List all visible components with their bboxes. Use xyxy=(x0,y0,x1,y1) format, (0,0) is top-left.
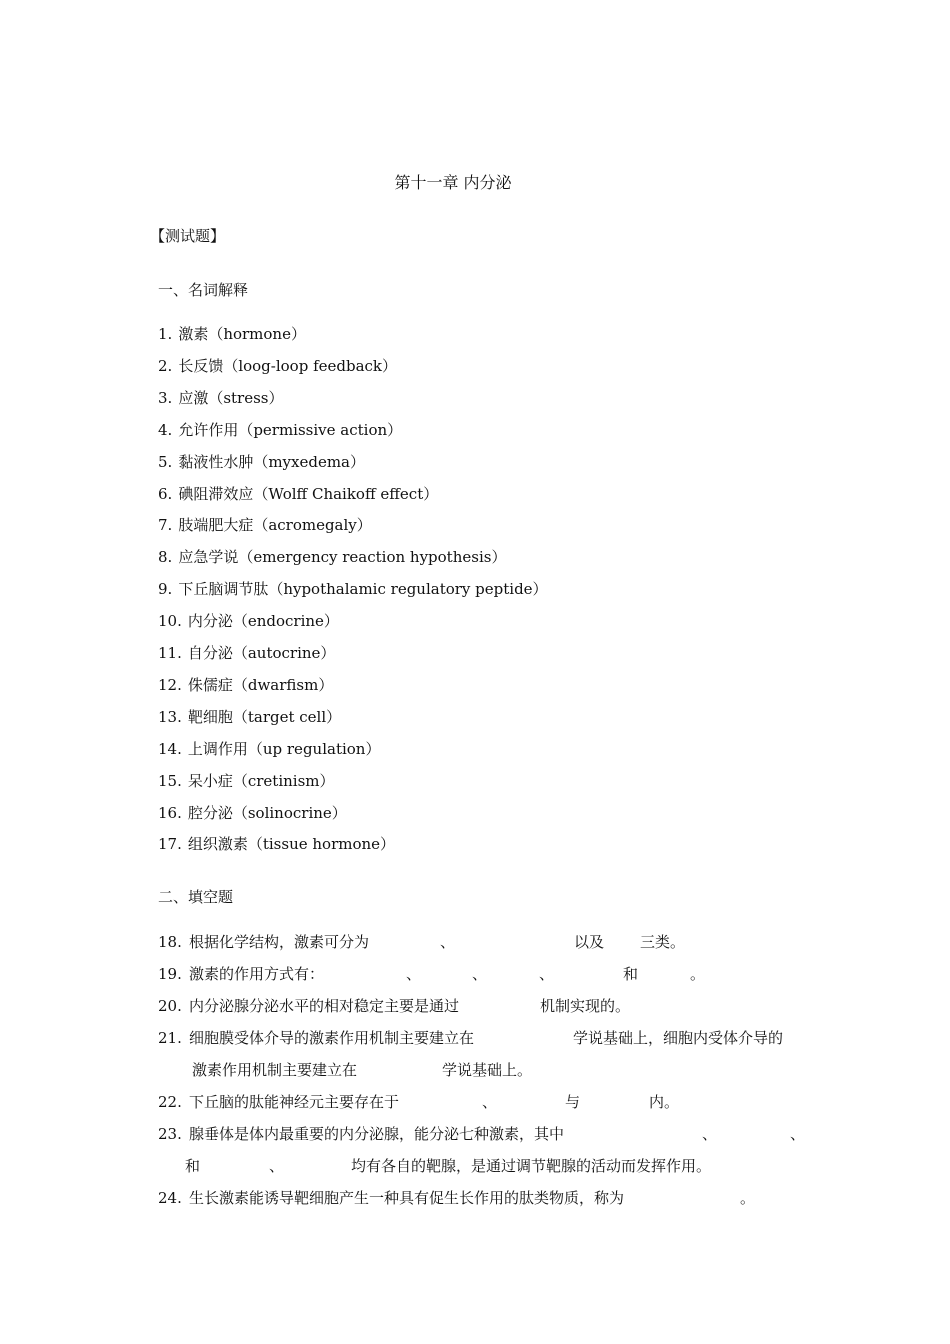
term-text: 长反馈（loog-loop feedback） xyxy=(178,357,398,375)
term-item xyxy=(158,609,339,633)
question-number: 23. xyxy=(158,1125,182,1143)
term-item xyxy=(158,673,333,697)
section1-heading: 一、名词解释 xyxy=(158,281,249,299)
term-number: 11. xyxy=(158,644,182,662)
term-item xyxy=(158,832,395,856)
question-text: 激素作用机制主要建立在 xyxy=(192,1061,358,1079)
term-item xyxy=(158,737,380,761)
term-number: 3. xyxy=(158,389,173,407)
term-number: 8. xyxy=(158,548,173,566)
term-item xyxy=(158,450,365,474)
question-text: 均有各自的靶腺，是通过调节靶腺的活动而发挥作用。 xyxy=(351,1157,712,1175)
question-21 xyxy=(158,1026,858,1050)
question-text: 。 xyxy=(740,1189,756,1207)
term-text: 侏儒症（dwarfism） xyxy=(187,676,334,694)
question-22 xyxy=(158,1090,858,1114)
question-text: 。 xyxy=(690,965,706,983)
question-number: 19. xyxy=(158,965,182,983)
term-text: 内分泌（endocrine） xyxy=(187,612,339,630)
question-text: 和 xyxy=(623,965,639,983)
term-number: 2. xyxy=(158,357,173,375)
question-number: 22. xyxy=(158,1093,182,1111)
question-text: 和 xyxy=(185,1157,201,1175)
question-text: 、 xyxy=(790,1125,806,1143)
question-text: 腺垂体是体内最重要的内分泌腺，能分泌七种激素，其中 xyxy=(189,1125,565,1143)
term-item xyxy=(158,545,506,569)
question-text: 学说基础上。 xyxy=(442,1061,533,1079)
question-19 xyxy=(158,962,858,986)
question-23 xyxy=(158,1122,858,1146)
question-text: 内。 xyxy=(649,1093,680,1111)
question-text: 内分泌腺分泌水平的相对稳定主要是通过 xyxy=(189,997,460,1015)
question-text: 机制实现的。 xyxy=(540,997,631,1015)
term-number: 5. xyxy=(158,453,173,471)
question-text: 下丘脑的肽能神经元主要存在于 xyxy=(189,1093,400,1111)
term-item xyxy=(158,577,548,601)
question-number: 20. xyxy=(158,997,182,1015)
question-text: 以及 xyxy=(574,933,605,951)
section-tag: 【测试题】 xyxy=(150,227,226,245)
term-number: 6. xyxy=(158,485,173,503)
question-20 xyxy=(158,994,858,1018)
question-text: 学说基础上，细胞内受体介导的 xyxy=(573,1029,784,1047)
term-number: 13. xyxy=(158,708,182,726)
question-text: 三类。 xyxy=(640,933,686,951)
term-item xyxy=(158,354,397,378)
term-text: 肢端肥大症（acromegaly） xyxy=(178,516,372,534)
term-item xyxy=(158,513,372,537)
term-item xyxy=(158,322,306,346)
chapter-title: 第十一章 内分泌 xyxy=(394,173,512,192)
question-text: 激素的作用方式有： xyxy=(189,965,325,983)
question-text: 、 xyxy=(539,965,555,983)
question-text: 、 xyxy=(406,965,422,983)
question-text: 、 xyxy=(472,965,488,983)
term-item xyxy=(158,418,402,442)
question-number: 21. xyxy=(158,1029,182,1047)
term-text: 激素（hormone） xyxy=(178,325,306,343)
term-item xyxy=(158,641,335,665)
term-text: 上调作用（up regulation） xyxy=(187,740,381,758)
term-text: 应急学说（emergency reaction hypothesis） xyxy=(178,548,507,566)
term-number: 9. xyxy=(158,580,173,598)
question-text: 、 xyxy=(482,1093,498,1111)
term-number: 17. xyxy=(158,835,182,853)
term-item xyxy=(158,705,341,729)
question-number: 24. xyxy=(158,1189,182,1207)
term-text: 靶细胞（target cell） xyxy=(187,708,342,726)
term-item xyxy=(158,386,283,410)
question-text: 、 xyxy=(440,933,456,951)
term-number: 12. xyxy=(158,676,182,694)
question-text: 生长激素能诱导靶细胞产生一种具有促生长作用的肽类物质，称为 xyxy=(189,1189,625,1207)
question-number: 18. xyxy=(158,933,182,951)
term-item xyxy=(158,801,347,825)
term-number: 15. xyxy=(158,772,182,790)
term-number: 14. xyxy=(158,740,182,758)
term-text: 腔分泌（solinocrine） xyxy=(187,804,347,822)
term-text: 呆小症（cretinism） xyxy=(187,772,335,790)
term-item xyxy=(158,482,438,506)
question-24 xyxy=(158,1186,858,1210)
question-text: 、 xyxy=(269,1157,285,1175)
term-item xyxy=(158,769,335,793)
term-number: 1. xyxy=(158,325,173,343)
term-text: 组织激素（tissue hormone） xyxy=(187,835,396,853)
question-18 xyxy=(158,930,858,954)
term-text: 黏液性水肿（myxedema） xyxy=(178,453,365,471)
question-text: 与 xyxy=(565,1093,581,1111)
section2-heading: 二、填空题 xyxy=(158,888,234,906)
term-text: 下丘脑调节肽（hypothalamic regulatory peptide） xyxy=(178,580,548,598)
term-text: 允许作用（permissive action） xyxy=(178,421,403,439)
term-number: 4. xyxy=(158,421,173,439)
term-number: 10. xyxy=(158,612,182,630)
term-text: 应激（stress） xyxy=(178,389,284,407)
question-21-continued xyxy=(158,1058,858,1082)
question-text: 根据化学结构，激素可分为 xyxy=(189,933,370,951)
question-23-continued xyxy=(158,1154,858,1178)
question-text: 、 xyxy=(702,1125,718,1143)
question-text: 细胞膜受体介导的激素作用机制主要建立在 xyxy=(189,1029,475,1047)
term-number: 16. xyxy=(158,804,182,822)
term-text: 自分泌（autocrine） xyxy=(187,644,336,662)
term-text: 碘阻滞效应（Wolff Chaikoff effect） xyxy=(178,485,439,503)
term-number: 7. xyxy=(158,516,173,534)
